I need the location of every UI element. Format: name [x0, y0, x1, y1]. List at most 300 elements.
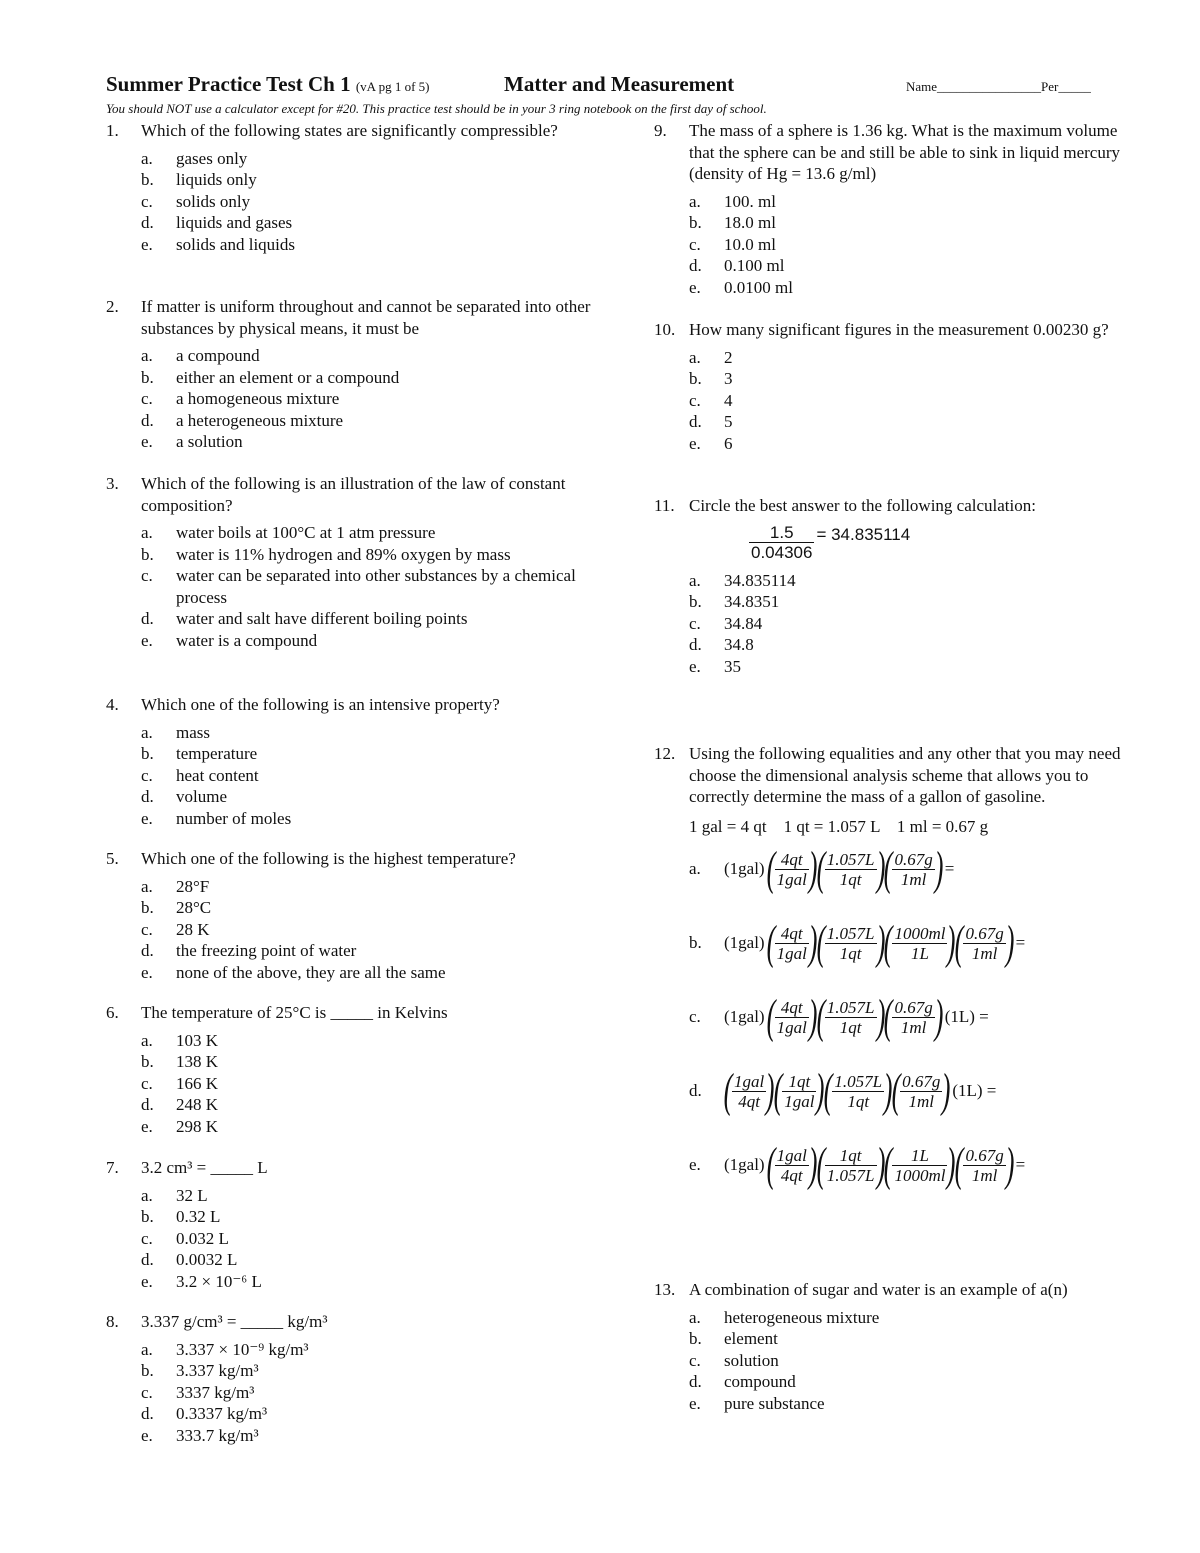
option-text: water is a compound	[176, 630, 318, 650]
option-letter: d.	[689, 256, 702, 275]
option-text: 0.100 ml	[724, 256, 785, 275]
question-9	[654, 120, 1134, 298]
option-e[interactable]	[141, 1425, 596, 1447]
option-text: temperature	[176, 744, 258, 763]
option-text: 0.32 L	[176, 1207, 221, 1226]
option-d[interactable]	[141, 410, 596, 432]
option-letter: d.	[141, 1404, 154, 1423]
option-a[interactable]	[141, 522, 596, 544]
question-3	[106, 473, 596, 651]
conversion-factor	[775, 850, 809, 889]
instructions: You should NOT use a calculator except for #20. This practice test should be in your 3 ring notebook on the first day of school.	[106, 101, 767, 116]
option-b[interactable]	[141, 544, 596, 566]
option-letter: d.	[141, 941, 154, 960]
option-b[interactable]	[689, 212, 1134, 234]
option-e[interactable]	[141, 234, 596, 256]
paren-left: (	[766, 1138, 775, 1191]
paren-left: (	[884, 916, 893, 969]
question-4	[106, 694, 596, 829]
option-letter: c.	[689, 613, 701, 633]
paren-left: (	[816, 842, 826, 895]
option-letter: e.	[689, 1393, 701, 1413]
option-letter: c.	[689, 234, 701, 254]
header	[106, 72, 1136, 98]
option-a[interactable]	[689, 1307, 1134, 1329]
option-text: 333.7 kg/m³	[176, 1425, 259, 1445]
conversion-factor	[900, 1072, 942, 1111]
option-letter: c.	[689, 1350, 701, 1370]
factor-denominator: 1000ml	[894, 1165, 946, 1185]
paren-left: (	[723, 1064, 733, 1117]
paren-left: (	[766, 990, 775, 1043]
factor-denominator: 1gal	[776, 1017, 807, 1037]
scheme-prefix: (1gal)	[724, 933, 765, 953]
paren-right: )	[816, 1064, 825, 1117]
option-text: 28°C	[176, 898, 212, 917]
option-letter: c.	[141, 1228, 153, 1248]
option-letter: a.	[689, 859, 701, 879]
question-text: Circle the best answer to the following calculation:	[689, 496, 1036, 515]
option-text: 3	[724, 369, 733, 388]
conversion-factor	[775, 998, 809, 1037]
factor-denominator: 1L	[892, 943, 947, 963]
scheme-option-e[interactable]	[689, 1135, 1134, 1195]
paren-right: )	[765, 1064, 775, 1117]
factor-numerator: 1qt	[839, 1145, 862, 1165]
option-text: 2	[724, 347, 733, 367]
option-letter: b.	[689, 1329, 702, 1348]
option-a[interactable]	[689, 191, 1134, 213]
option-text: solution	[724, 1350, 779, 1370]
option-text: water can be separated into other substances by a chemical process	[176, 566, 576, 607]
option-letter: c.	[689, 390, 701, 410]
option-text: 0.0100 ml	[724, 277, 793, 297]
name-period-field[interactable]: Name________________Per_____	[906, 79, 1091, 94]
option-d[interactable]	[141, 608, 596, 630]
option-b[interactable]	[141, 367, 596, 389]
question-13	[654, 1279, 1134, 1414]
option-text: 3.337 kg/m³	[176, 1361, 259, 1380]
option-d[interactable]	[689, 411, 1134, 433]
option-b[interactable]	[141, 897, 596, 919]
option-text: a solution	[176, 432, 243, 451]
factor-numerator: 0.67g	[894, 849, 933, 869]
paren-left: (	[766, 916, 775, 969]
option-letter: d.	[141, 787, 154, 806]
option-text: 3.337 × 10⁻⁹ kg/m³	[176, 1339, 309, 1359]
fraction-numerator: 1.5	[769, 522, 794, 542]
option-letter: c.	[141, 191, 153, 211]
factor-denominator: 1gal	[784, 1091, 815, 1111]
factor-denominator: 1gal	[776, 943, 807, 963]
conversion-factor	[892, 1146, 947, 1185]
option-text: a heterogeneous mixture	[176, 410, 344, 430]
question-12	[654, 743, 1134, 1195]
factor-denominator: 1ml	[900, 1091, 942, 1111]
option-letter: c.	[141, 919, 153, 939]
option-c[interactable]	[689, 1350, 1134, 1372]
paren-right: )	[934, 990, 944, 1043]
question-number: 8.	[106, 1312, 119, 1331]
option-d[interactable]	[689, 255, 1134, 277]
question-1	[106, 120, 596, 255]
option-c[interactable]	[689, 234, 1134, 256]
option-c[interactable]	[141, 919, 596, 941]
question-number: 7.	[106, 1158, 119, 1177]
question-text: Which one of the following is an intensive property?	[141, 695, 500, 714]
paren-left: (	[891, 1064, 901, 1117]
question-number: 6.	[106, 1003, 119, 1022]
conversion-factor	[775, 924, 809, 963]
option-b[interactable]	[141, 1206, 596, 1228]
option-b[interactable]	[141, 169, 596, 191]
equalities: 1 gal = 4 qt 1 qt = 1.057 L 1 ml = 0.67 g	[689, 816, 989, 836]
option-e[interactable]	[689, 1393, 1134, 1415]
paren-left: (	[884, 842, 893, 895]
paren-left: (	[816, 916, 826, 969]
option-text: element	[724, 1329, 778, 1348]
option-text: heterogeneous mixture	[724, 1307, 880, 1327]
paren-right: )	[808, 842, 818, 895]
factor-numerator: 0.67g	[902, 1071, 941, 1091]
option-a[interactable]	[689, 570, 1134, 592]
factor-denominator: 1ml	[892, 869, 934, 889]
factor-numerator: 0.67g	[894, 997, 933, 1017]
option-c[interactable]	[141, 765, 596, 787]
option-a[interactable]	[141, 1339, 596, 1361]
option-e[interactable]	[689, 277, 1134, 299]
option-d[interactable]	[689, 1371, 1134, 1393]
question-text: Which of the following is an illustration of the law of constant composition?	[141, 474, 566, 515]
option-e[interactable]	[141, 1271, 596, 1293]
option-text: 10.0 ml	[724, 234, 776, 254]
factor-denominator: 1.057L	[826, 1165, 875, 1185]
scheme-suffix: =	[1015, 1155, 1026, 1175]
question-number: 1.	[106, 121, 119, 140]
option-a[interactable]	[141, 1185, 596, 1207]
option-c[interactable]	[141, 191, 596, 213]
scheme-expression	[724, 1138, 1026, 1191]
option-letter: e.	[141, 234, 153, 254]
option-e[interactable]	[689, 656, 1134, 678]
option-d[interactable]	[141, 940, 596, 962]
question-number: 3.	[106, 474, 119, 493]
calculation-result: = 34.835114	[816, 524, 911, 544]
scheme-option-c[interactable]	[689, 987, 1134, 1047]
factor-denominator: 1qt	[825, 869, 877, 889]
option-text: 34.84	[724, 613, 763, 633]
factor-numerator: 1qt	[788, 1071, 811, 1091]
factor-numerator: 4qt	[780, 849, 803, 869]
option-b[interactable]	[141, 1360, 596, 1382]
paren-left: (	[824, 1064, 833, 1117]
scheme-prefix: (1gal)	[724, 1007, 765, 1027]
option-c[interactable]	[141, 1073, 596, 1095]
conversion-factor	[892, 850, 934, 889]
option-d[interactable]	[141, 1249, 596, 1271]
question-text: A combination of sugar and water is an example of a(n)	[689, 1280, 1068, 1299]
option-letter: b.	[689, 213, 702, 232]
option-e[interactable]	[141, 808, 596, 830]
factor-numerator: 1gal	[733, 1071, 765, 1091]
option-text: number of moles	[176, 808, 292, 828]
scheme-option-b[interactable]	[689, 913, 1134, 973]
factor-numerator: 1.057L	[826, 923, 875, 943]
option-letter: a.	[141, 523, 153, 542]
option-text: 0.032 L	[176, 1228, 229, 1248]
option-a[interactable]	[141, 148, 596, 170]
option-text: 3337 kg/m³	[176, 1382, 255, 1402]
title-text: Summer Practice Test Ch 1	[106, 72, 351, 96]
option-d[interactable]	[689, 634, 1134, 656]
factor-denominator: 1qt	[832, 1091, 884, 1111]
question-7	[106, 1157, 596, 1292]
option-letter: a.	[141, 148, 153, 168]
paren-right: )	[808, 990, 818, 1043]
option-text: compound	[724, 1372, 796, 1391]
option-c[interactable]	[689, 390, 1134, 412]
option-letter: e.	[689, 656, 701, 676]
option-text: 32 L	[176, 1185, 208, 1205]
answer-options	[689, 191, 1134, 299]
version-note: (vA pg 1 of 5)	[355, 79, 430, 94]
question-text: 3.337 g/cm³ = _____ kg/m³	[141, 1312, 328, 1331]
answer-options	[141, 522, 596, 651]
option-letter: b.	[141, 170, 154, 189]
scheme-expression	[724, 916, 1026, 969]
option-a[interactable]	[141, 345, 596, 367]
option-b[interactable]	[141, 743, 596, 765]
scheme-expression	[724, 990, 989, 1043]
paren-right: )	[1005, 1138, 1015, 1191]
question-text: Which one of the following is the highest temperature?	[141, 849, 516, 868]
test-subtitle: Matter and Measurement	[504, 72, 735, 96]
option-d[interactable]	[141, 1403, 596, 1425]
option-text: 0.0032 L	[176, 1250, 238, 1269]
option-text: a homogeneous mixture	[176, 389, 340, 408]
option-letter: a.	[689, 570, 701, 590]
option-letter: c.	[141, 1382, 153, 1402]
paren-left: (	[884, 1138, 893, 1191]
option-letter: a.	[689, 347, 701, 367]
factor-denominator: 1qt	[825, 1017, 877, 1037]
conversion-factor	[825, 924, 877, 963]
option-letter: a.	[141, 346, 153, 365]
paren-left: (	[955, 916, 964, 969]
option-text: 5	[724, 412, 733, 431]
conversion-factor	[825, 1146, 877, 1185]
conversion-factor	[732, 1072, 766, 1111]
question-number: 11.	[654, 496, 675, 515]
option-c[interactable]	[141, 1382, 596, 1404]
option-letter: b.	[689, 933, 702, 953]
option-letter: e.	[689, 1155, 701, 1175]
factor-numerator: 1.057L	[826, 849, 875, 869]
option-text: water and salt have different boiling points	[176, 609, 468, 628]
option-letter: b.	[141, 898, 154, 917]
option-c[interactable]	[141, 1228, 596, 1250]
option-b[interactable]	[689, 1328, 1134, 1350]
option-letter: e.	[141, 1271, 153, 1291]
option-a[interactable]	[141, 876, 596, 898]
option-text: the freezing point of water	[176, 941, 357, 960]
question-5	[106, 848, 596, 983]
option-letter: d.	[689, 412, 702, 431]
factor-numerator: 0.67g	[965, 923, 1004, 943]
option-text: 4	[724, 390, 733, 410]
scheme-suffix: (1L) =	[952, 1081, 997, 1101]
paren-right: )	[876, 1138, 885, 1191]
factor-denominator: 4qt	[732, 1091, 766, 1111]
option-letter: e.	[141, 630, 153, 650]
option-b[interactable]	[141, 1051, 596, 1073]
option-letter: b.	[689, 592, 702, 611]
option-c[interactable]	[141, 565, 596, 608]
question-number: 12.	[654, 744, 676, 763]
conversion-factor	[963, 924, 1005, 963]
option-text: pure substance	[724, 1393, 825, 1413]
option-text: solids and liquids	[176, 234, 296, 254]
question-number: 5.	[106, 849, 119, 868]
option-text: mass	[176, 722, 210, 742]
paren-left: (	[773, 1064, 783, 1117]
option-e[interactable]	[689, 433, 1134, 455]
scheme-prefix: (1gal)	[724, 859, 765, 879]
option-text: 34.835114	[724, 570, 796, 590]
question-text: 3.2 cm³ = _____ L	[141, 1158, 268, 1177]
answer-options	[689, 570, 1134, 678]
option-c[interactable]	[141, 388, 596, 410]
option-text: liquids and gases	[176, 213, 293, 232]
factor-numerator: 1L	[910, 1145, 929, 1165]
option-e[interactable]	[141, 1116, 596, 1138]
question-text: If matter is uniform throughout and cannot be separated into other substances by physical means, it must be	[141, 297, 591, 338]
paren-left: (	[884, 990, 893, 1043]
option-letter: e.	[141, 1425, 153, 1445]
question-6	[106, 1002, 596, 1137]
option-letter: e.	[141, 808, 153, 828]
paren-left: (	[816, 1138, 826, 1191]
paren-right: )	[876, 990, 885, 1043]
factor-denominator: 1ml	[892, 1017, 934, 1037]
answer-options	[689, 347, 1134, 455]
option-text: 28 K	[176, 919, 210, 939]
option-text: water boils at 100°C at 1 atm pressure	[176, 523, 436, 542]
option-e[interactable]	[141, 431, 596, 453]
option-b[interactable]	[689, 368, 1134, 390]
option-b[interactable]	[689, 591, 1134, 613]
factor-numerator: 1000ml	[894, 923, 946, 943]
option-letter: b.	[141, 1207, 154, 1226]
option-letter: d.	[141, 1250, 154, 1269]
option-letter: a.	[141, 1339, 153, 1359]
option-text: 298 K	[176, 1116, 219, 1136]
factor-denominator: 1qt	[825, 943, 877, 963]
option-text: 18.0 ml	[724, 213, 776, 232]
option-text: none of the above, they are all the same	[176, 962, 446, 982]
conversion-factor	[892, 924, 947, 963]
option-letter: d.	[141, 410, 154, 430]
answer-options	[141, 148, 596, 256]
answer-options	[141, 1339, 596, 1447]
paren-right: )	[876, 842, 885, 895]
option-text: 103 K	[176, 1030, 219, 1050]
test-title	[106, 72, 430, 97]
option-letter: d.	[689, 1372, 702, 1391]
option-letter: c.	[141, 765, 153, 785]
factor-numerator: 0.67g	[965, 1145, 1004, 1165]
answer-options	[141, 345, 596, 453]
option-text: 100. ml	[724, 191, 776, 211]
paren-right: )	[941, 1064, 951, 1117]
factor-denominator: 1ml	[963, 943, 1005, 963]
factor-numerator: 4qt	[780, 923, 803, 943]
option-letter: d.	[141, 1095, 154, 1114]
option-letter: b.	[141, 1052, 154, 1071]
option-text: 166 K	[176, 1073, 219, 1093]
dimensional-analysis-options	[689, 839, 1134, 1195]
option-a[interactable]	[141, 1030, 596, 1052]
scheme-option-d[interactable]	[689, 1061, 1134, 1121]
factor-numerator: 1.057L	[826, 997, 875, 1017]
option-letter: e.	[141, 432, 153, 451]
option-letter: a.	[141, 722, 153, 742]
conversion-factor	[825, 850, 877, 889]
paren-right: )	[1005, 916, 1015, 969]
question-text: Which of the following states are significantly compressible?	[141, 121, 558, 140]
scheme-prefix: (1gal)	[724, 1155, 765, 1175]
factor-numerator: 4qt	[780, 997, 803, 1017]
calculation	[749, 523, 1134, 562]
question-number: 9.	[654, 121, 667, 140]
scheme-option-a[interactable]	[689, 839, 1134, 899]
option-a[interactable]	[689, 347, 1134, 369]
paren-right: )	[947, 916, 956, 969]
paren-right: )	[883, 1064, 893, 1117]
paren-right: )	[876, 916, 885, 969]
option-e[interactable]	[141, 962, 596, 984]
option-letter: d.	[141, 609, 154, 628]
conversion-factor	[892, 998, 934, 1037]
paren-left: (	[955, 1138, 964, 1191]
scheme-suffix: =	[944, 859, 955, 879]
option-c[interactable]	[689, 613, 1134, 635]
option-text: 3.2 × 10⁻⁶ L	[176, 1271, 262, 1291]
option-d[interactable]	[141, 212, 596, 234]
paren-left: (	[766, 842, 775, 895]
conversion-factor	[832, 1072, 884, 1111]
question-number: 4.	[106, 695, 119, 714]
option-d[interactable]	[141, 1094, 596, 1116]
answer-options	[141, 1185, 596, 1293]
option-text: heat content	[176, 765, 259, 785]
answer-options	[141, 1030, 596, 1138]
option-letter: b.	[141, 544, 154, 564]
option-a[interactable]	[141, 722, 596, 744]
option-text: 248 K	[176, 1095, 219, 1114]
question-2	[106, 296, 596, 453]
option-text: 0.3337 kg/m³	[176, 1404, 268, 1423]
option-letter: b.	[141, 1361, 154, 1380]
option-text: liquids only	[176, 170, 257, 189]
paren-right: )	[947, 1138, 956, 1191]
option-letter: d.	[141, 213, 154, 232]
option-e[interactable]	[141, 630, 596, 652]
scheme-suffix: =	[1015, 933, 1026, 953]
question-number: 2.	[106, 297, 119, 316]
option-d[interactable]	[141, 786, 596, 808]
option-text: solids only	[176, 191, 251, 211]
